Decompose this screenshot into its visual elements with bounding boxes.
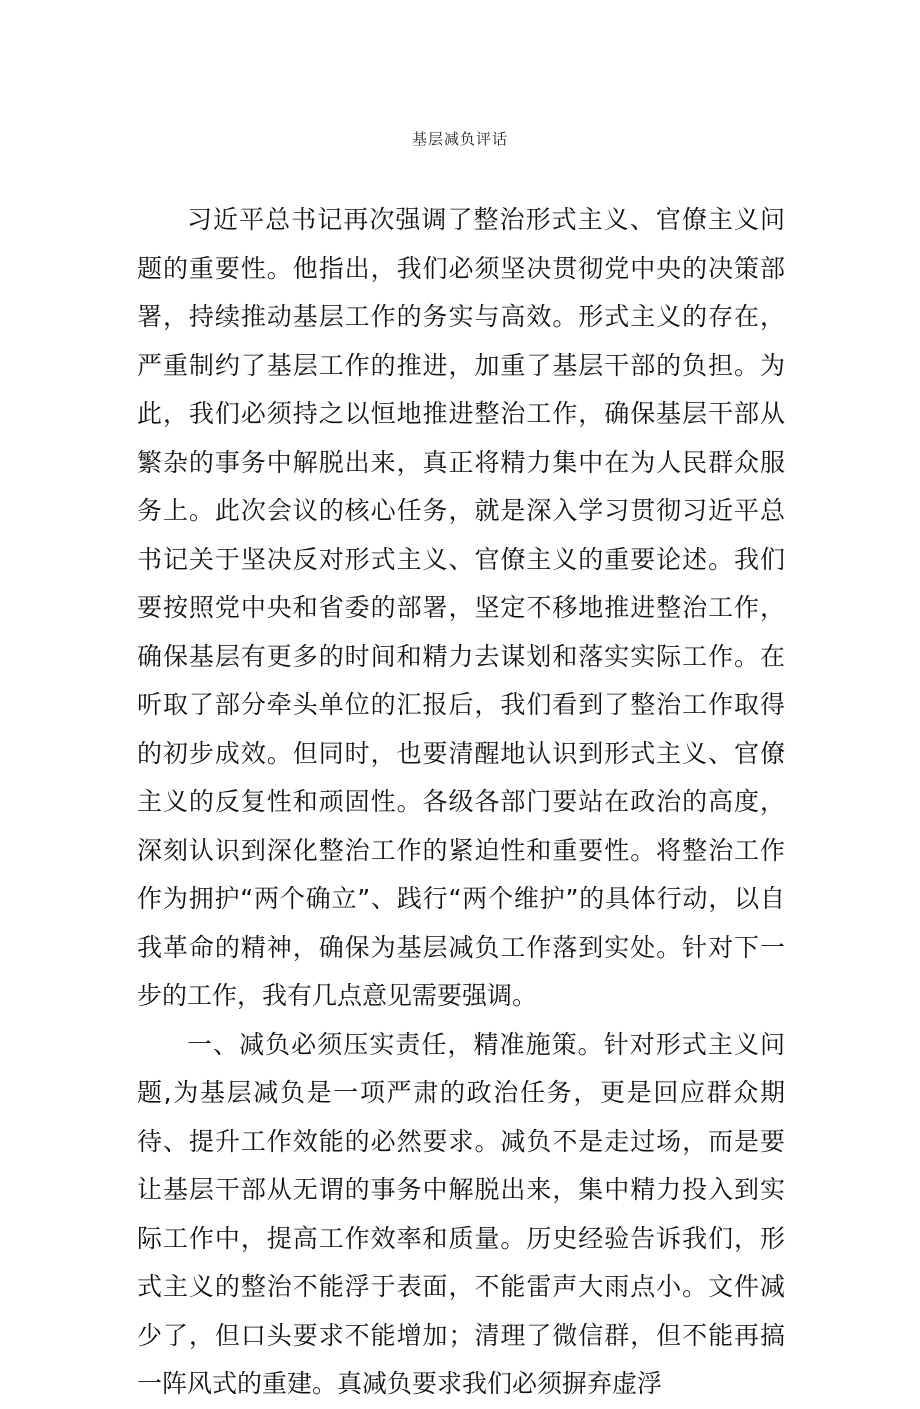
paragraph-2: 一、减负必须压实责任，精准施策。针对形式主义问题,为基层减负是一项严肃的政治任务，更是回应群众期待、提升工作效能的必然要求。减负不是走过场，而是要让基层干部从无谓的事务中解脱出来，集中精力投入到实际工作中，提高工作效率和质量。历史经验告诉我们，形式主义的整治不能浮于表面，不能雷声大雨点小。文件减少了，但口头要求不能增加；清理了微信群，但不能再搞一阵风式的重建。真减负要求我们必须摒弃虚浮 <box>137 1029 785 1398</box>
document-body <box>137 196 785 1409</box>
document-title: 基层减负评话 <box>411 130 508 148</box>
paragraph-1: 习近平总书记再次强调了整治形式主义、官僚主义问题的重要性。他指出，我们必须坚决贯彻党中央的决策部署，持续推动基层工作的务实与高效。形式主义的存在，严重制约了基层工作的推进，加重了基层干部的负担。为此，我们必须持之以恒地推进整治工作，确保基层干部从繁杂的事务中解脱出来，真正将精力集中在为人民群众服务上。此次会议的核心任务，就是深入学习贯彻习近平总书记关于坚决反对形式主义、官僚主义的重要论述。我们要按照党中央和省委的部署，坚定不移地推进整治工作，确保基层有更多的时间和精力去谋划和落实实际工作。在听取了部分牵头单位的汇报后，我们看到了整治工作取得的初步成效。但同时，也要清醒地认识到形式主义、官僚主义的反复性和顽固性。各级各部门要站在政治的高度，深刻认识到深化整治工作的紧迫性和重要性。将整治工作作为拥护“两个确立”、践行“两个维护”的具体行动，以自我革命的精神，确保为基层减负工作落到实处。针对下一步的工作，我有几点意见需要强调。 <box>137 205 785 1010</box>
